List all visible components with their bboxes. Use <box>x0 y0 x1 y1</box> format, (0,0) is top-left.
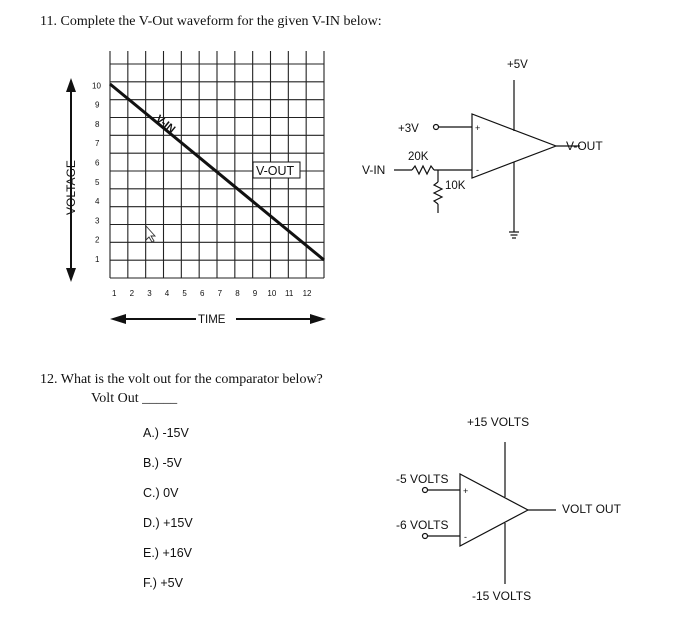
option-d: D.) +15V <box>143 516 193 530</box>
option-f: F.) +5V <box>143 576 183 590</box>
x-tick-label: 8 <box>235 289 240 298</box>
q12-output-label: VOLT OUT <box>562 502 621 516</box>
y-tick-label: 5 <box>95 177 100 187</box>
question-12-prompt: 12. What is the volt out for the comparator below? <box>40 372 323 387</box>
x-tick-label: 12 <box>302 289 312 298</box>
y-tick-labels <box>92 81 101 264</box>
y-tick-label: 1 <box>95 255 100 264</box>
y-tick-label: 9 <box>95 100 100 110</box>
q11-input-label: V-IN <box>362 163 386 177</box>
x-tick-label: 1 <box>112 289 117 298</box>
vout-label: V-OUT <box>256 164 295 178</box>
y-tick-label: 10 <box>92 81 101 91</box>
q12-opamp-triangle <box>460 474 528 546</box>
option-c: C.) 0V <box>143 486 179 500</box>
q12-comparator-circuit <box>423 442 557 584</box>
cursor-icon <box>146 226 155 242</box>
x-tick-label: 7 <box>217 289 223 298</box>
q12-plus-input: -5 VOLTS <box>396 472 449 486</box>
y-tick-label: 8 <box>95 119 100 129</box>
q12-minus-sign: - <box>464 532 467 542</box>
q12-neg-supply: -15 VOLTS <box>472 589 532 603</box>
question-11-prompt: 11. Complete the V-Out waveform for the given V-IN below: <box>40 14 382 29</box>
y-axis-label: VOLTAGE <box>64 160 78 215</box>
volt-out-answer-line: Volt Out _____ <box>91 391 178 406</box>
option-b: B.) -5V <box>143 456 182 470</box>
x-tick-label: 6 <box>200 289 205 298</box>
x-tick-label: 3 <box>147 289 152 298</box>
x-tick-label: 5 <box>182 289 187 298</box>
x-tick-label: 11 <box>285 289 294 298</box>
q11-r2-label: 10K <box>445 180 466 192</box>
x-tick-label: 10 <box>267 289 277 298</box>
q12-pos-supply: +15 VOLTS <box>467 415 530 429</box>
q11-r1-label: 20K <box>408 151 429 163</box>
x-tick-label: 9 <box>252 289 258 298</box>
q12-minus-input: -6 VOLTS <box>396 518 449 532</box>
q12-plus-sign: + <box>463 486 469 496</box>
option-a: A.) -15V <box>143 426 189 440</box>
y-tick-label: 4 <box>95 197 100 207</box>
q11-ref-label: +3V <box>398 123 419 135</box>
y-tick-label: 6 <box>95 158 100 168</box>
q11-output-label: V-OUT <box>566 139 603 153</box>
x-tick-labels <box>112 289 312 298</box>
vin-label: V-IN <box>153 113 178 136</box>
y-tick-label: 3 <box>95 216 100 226</box>
q11-minus-sign: - <box>476 165 479 175</box>
x-tick-label: 2 <box>129 289 135 298</box>
y-tick-label: 7 <box>95 139 100 149</box>
y-tick-label: 2 <box>95 235 100 245</box>
option-e: E.) +16V <box>143 546 192 560</box>
x-tick-label: 4 <box>164 289 170 298</box>
x-axis-label: TIME <box>198 314 226 326</box>
q11-plus-sign: + <box>475 123 481 133</box>
q11-supply-label: +5V <box>507 59 528 71</box>
